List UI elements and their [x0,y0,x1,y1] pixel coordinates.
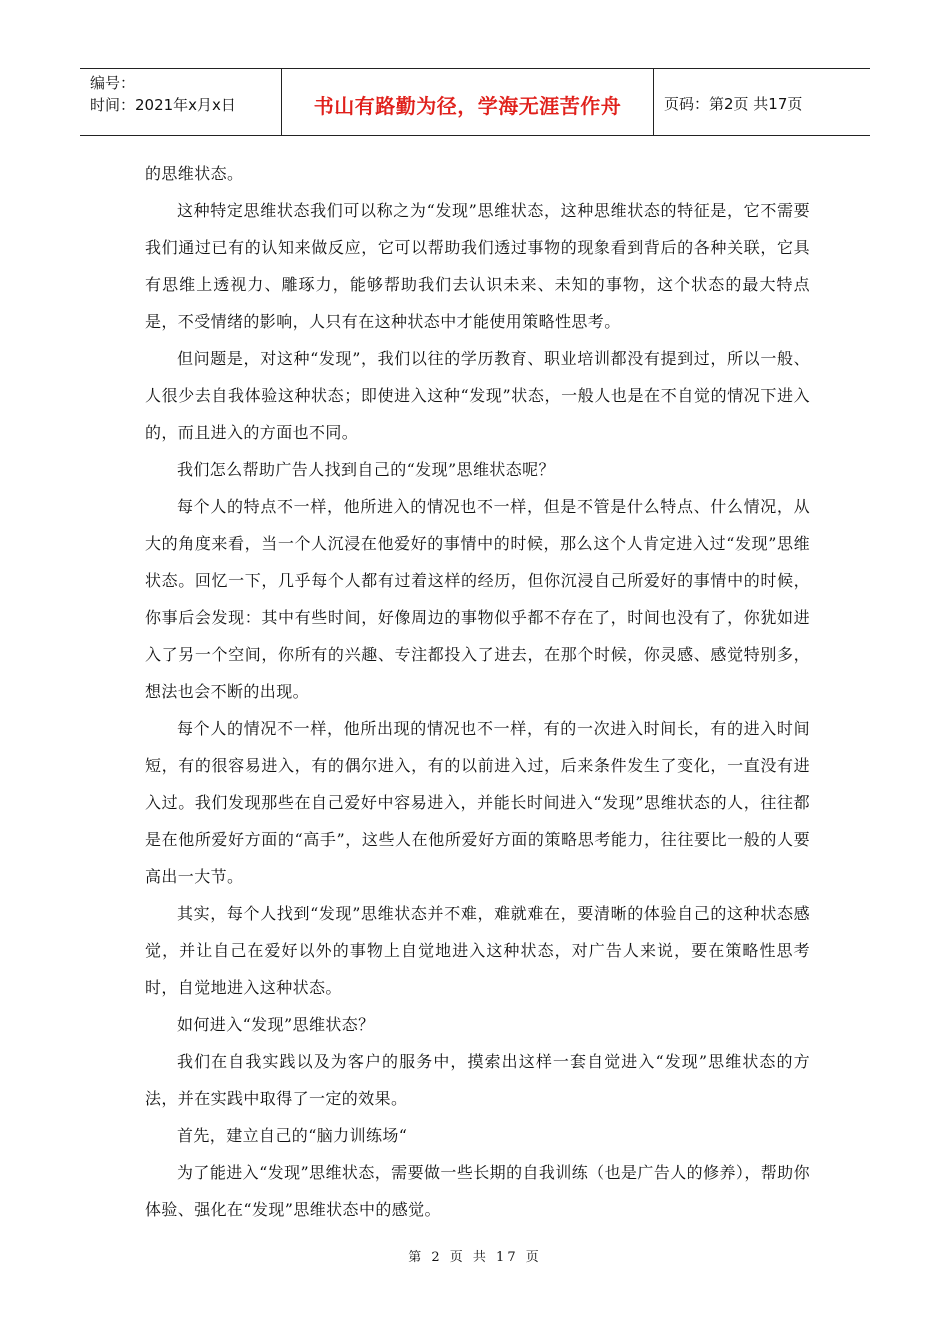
paragraph: 的思维状态。 [145,164,244,183]
paragraph: 这种特定思维状态我们可以称之为“发现”思维状态，这种思维状态的特征是，它不需要我们通过已有的认知来做反应，它可以帮助我们透过事物的现象看到背后的各种关联，它具有思维上透视力、雕琢力，能够帮助我们去认识未来、未知的事物，这个状态的最大特点是，不受情绪的影响，人只有在这种状态中才能使用策略性思考。 [145,201,810,331]
paragraph: 我们在自我实践以及为客户的服务中，摸索出这样一套自觉进入“发现”思维状态的方法，并在实践中取得了一定的效果。 [145,1052,810,1108]
header-motto-cell [282,69,654,135]
paragraph: 其实，每个人找到“发现”思维状态并不难，难就难在，要清晰的体验自己的这种状态感觉，并让自己在爱好以外的事物上自觉地进入这种状态，对广告人来说，要在策略性思考时，自觉地进入这种状态。 [145,904,810,997]
paragraph: 为了能进入“发现”思维状态，需要做一些长期的自我训练（也是广告人的修养），帮助你体验、强化在“发现”思维状态中的感觉。 [145,1163,810,1219]
page-header [80,68,870,136]
section-heading: 首先，建立自己的“脑力训练场“ [177,1126,408,1145]
paragraph: 我们怎么帮助广告人找到自己的“发现”思维状态呢？ [177,460,555,479]
page-footer: 第 2 页 共 17 页 [408,1250,542,1265]
section-heading: 如何进入“发现”思维状态？ [177,1015,375,1034]
document-number-label: 编号： [90,74,136,92]
header-motto: 书山有路勤为径，学海无涯苦作舟 [313,93,622,118]
paragraph: 但问题是，对这种“发现”，我们以往的学历教育、职业培训都没有提到过，所以一般、人很少去自我体验这种状态；即使进入这种“发现”状态，一般人也是在不自觉的情况下进入的，而且进入的方面也不同。 [145,349,810,442]
paragraph: 每个人的特点不一样，他所进入的情况也不一样，但是不管是什么特点、什么情况，从大的角度来看，当一个人沉浸在他爱好的事情中的时候，那么这个人肯定进入过“发现”思维状态。回忆一下，几乎每个人都有过着这样的经历，但你沉浸自己所爱好的事情中的时候，你事后会发现：其中有些时间，好像周边的事物似乎都不存在了，时间也没有了，你犹如进入了另一个空间，你所有的兴趣、专注都投入了进去，在那个时候，你灵感、感觉特别多，想法也会不断的出现。 [145,497,810,701]
header-page-number: 页码：第2页 共17页 [664,94,803,113]
header-page-cell [654,69,870,135]
document-body [145,155,810,1228]
header-meta [80,69,282,135]
paragraph: 每个人的情况不一样，他所出现的情况也不一样，有的一次进入时间长，有的进入时间短，有的很容易进入，有的偶尔进入，有的以前进入过，后来条件发生了变化，一直没有进入过。我们发现那些在自己爱好中容易进入，并能长时间进入“发现”思维状态的人，往往都是在他所爱好方面的“高手”，这些人在他所爱好方面的策略思考能力，往往要比一般的人要高出一大节。 [145,719,810,886]
document-date-label: 时间：2021年x月x日 [90,96,236,114]
